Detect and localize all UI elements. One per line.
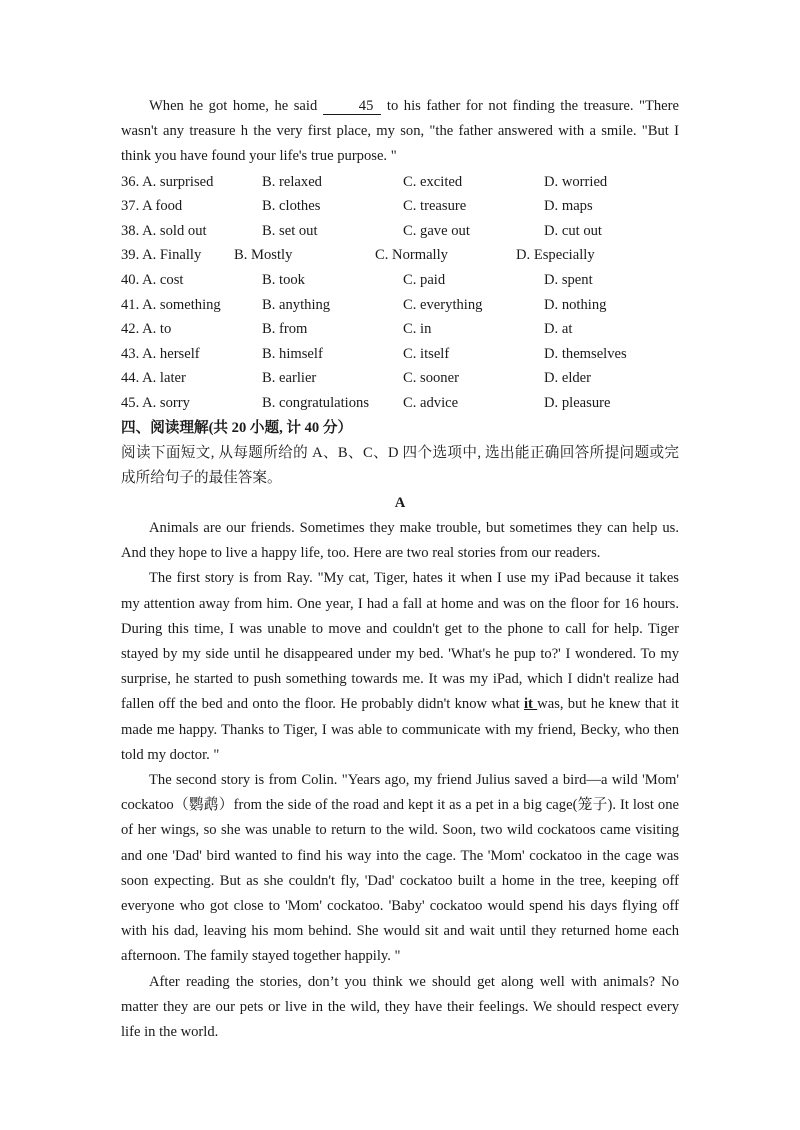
paragraph-2-text-end: was, but he knew that it made me happy. Thanks to Tiger, I was able to communicate with my friend, Becky, who then told my doctor. " [121,696,679,763]
option-c: C. everything [403,296,483,313]
option-b: B. anything [262,296,331,313]
option-c: C. in [403,321,432,338]
option-c: C. sooner [403,370,459,387]
passage-paragraph-4: After reading the stories, don’t you think we should get along well with animals? No matter they are our pets or live in the wild, they have their feelings. We should respect every life in the world. [121,973,679,1041]
underlined-word-it: it [523,696,538,713]
option-d: D. pleasure [544,394,611,411]
option-a: 41. A. something [121,296,221,313]
option-b: B. set out [262,222,318,239]
option-b: B. himself [262,345,323,362]
option-c: C. treasure [403,198,467,215]
passage-paragraph-3: The second story is from Colin. "Years ago, my friend Julius saved a bird—a wild 'Mom' cockatoo（鹦鹉）from the side of the road and kept it as a pet in a big cage(笼子). It lost one of her wings, so she was unable to return to the wild. Soon, two wild cockatoos came visiting and one 'Dad' bird wanted to find his way into the cage. The 'Mom' cockatoo in the cage was soon expecting. But as she couldn't fly, 'Dad' cockatoo built a home in the tree, keeping off everyone who got close to 'Mom' cockatoo. 'Baby' cockatoo would spend his days flying off with his dad, leaving his mom behind. She would sit and wait until they returned home each afternoon. The family stayed together happily. " [121,771,679,965]
option-row-38 [121,219,679,244]
paragraph-2-text-start: The first story is from Ray. "My cat, Tiger, hates it when I use my iPad because it takes my attention away from him. One year, I had a fall at home and was on the floor for 16 hours. During this time, I was unable to move and couldn't get to the phone to call for help. Tiger stayed by my side until he disappeared under my bed. 'What's he pup to?' I wondered. To my surprise, he started to push something towards me. It was my iPad, which I didn't realize had fallen off the bed and onto the floor. He probably didn't know what [121,570,679,713]
option-c: C. advice [403,394,459,411]
option-d: D. elder [544,370,592,387]
option-a: 38. A. sold out [121,222,207,239]
option-row-40 [121,268,679,293]
option-d: D. at [544,321,573,338]
option-row-39 [121,243,679,268]
option-row-41 [121,293,679,318]
section-instruction: 阅读下面短文, 从每题所给的 A、B、C、D 四个选项中, 选出能正确回答所提问题或完成所给句子的最佳答案。 [121,444,679,486]
option-row-37 [121,194,679,219]
option-b: B. from [262,321,308,338]
option-b: B. took [262,271,305,288]
section-heading: 四、阅读理解(共 20 小题, 计 40 分） [121,419,353,436]
option-a: 45. A. sorry [121,394,190,411]
option-a: 40. A. cost [121,271,184,288]
intro-paragraph [121,94,679,170]
option-row-44 [121,366,679,391]
option-a: 39. A. Finally [121,247,202,264]
option-c: C. gave out [403,222,470,239]
option-d: D. cut out [544,222,602,239]
option-c: C. excited [403,173,463,190]
option-a: 42. A. to [121,321,172,338]
option-row-36 [121,170,679,195]
option-row-42 [121,317,679,342]
option-a: 37. A food [121,198,183,215]
option-c: C. paid [403,271,446,288]
passage-label: A [394,494,406,511]
option-d: D. spent [544,271,593,288]
option-b: B. Mostly [234,247,293,264]
option-b: B. relaxed [262,173,322,190]
option-d: D. themselves [544,345,627,362]
option-d: D. Especially [516,247,595,264]
intro-text-start: When he got home, he said [149,98,323,114]
option-b: B. earlier [262,370,317,387]
option-a: 43. A. herself [121,345,200,362]
option-a: 36. A. surprised [121,173,214,190]
passage-paragraph-1: Animals are our friends. Sometimes they make trouble, but sometimes they can help us. And they hope to live a happy life, too. Here are two real stories from our readers. [121,519,679,562]
option-b: B. clothes [262,198,321,215]
option-a: 44. A. later [121,370,186,387]
blank-45: 45 [323,98,382,115]
option-b: B. congratulations [262,394,370,411]
option-row-43 [121,342,679,367]
option-c: C. itself [403,345,450,362]
option-d: D. nothing [544,296,607,313]
option-c: C. Normally [375,247,448,264]
option-row-45 [121,391,679,416]
options-list [121,170,679,416]
option-d: D. worried [544,173,608,190]
document-page [121,94,679,1045]
option-d: D. maps [544,198,593,215]
intro-text-end: to his father for not finding the treasure. "There wasn't any treasure h the very first place, my son, "the father answered with a smile. "But I think you have found your life's true purpose. " [121,98,679,165]
passage-paragraph-2 [121,566,679,768]
